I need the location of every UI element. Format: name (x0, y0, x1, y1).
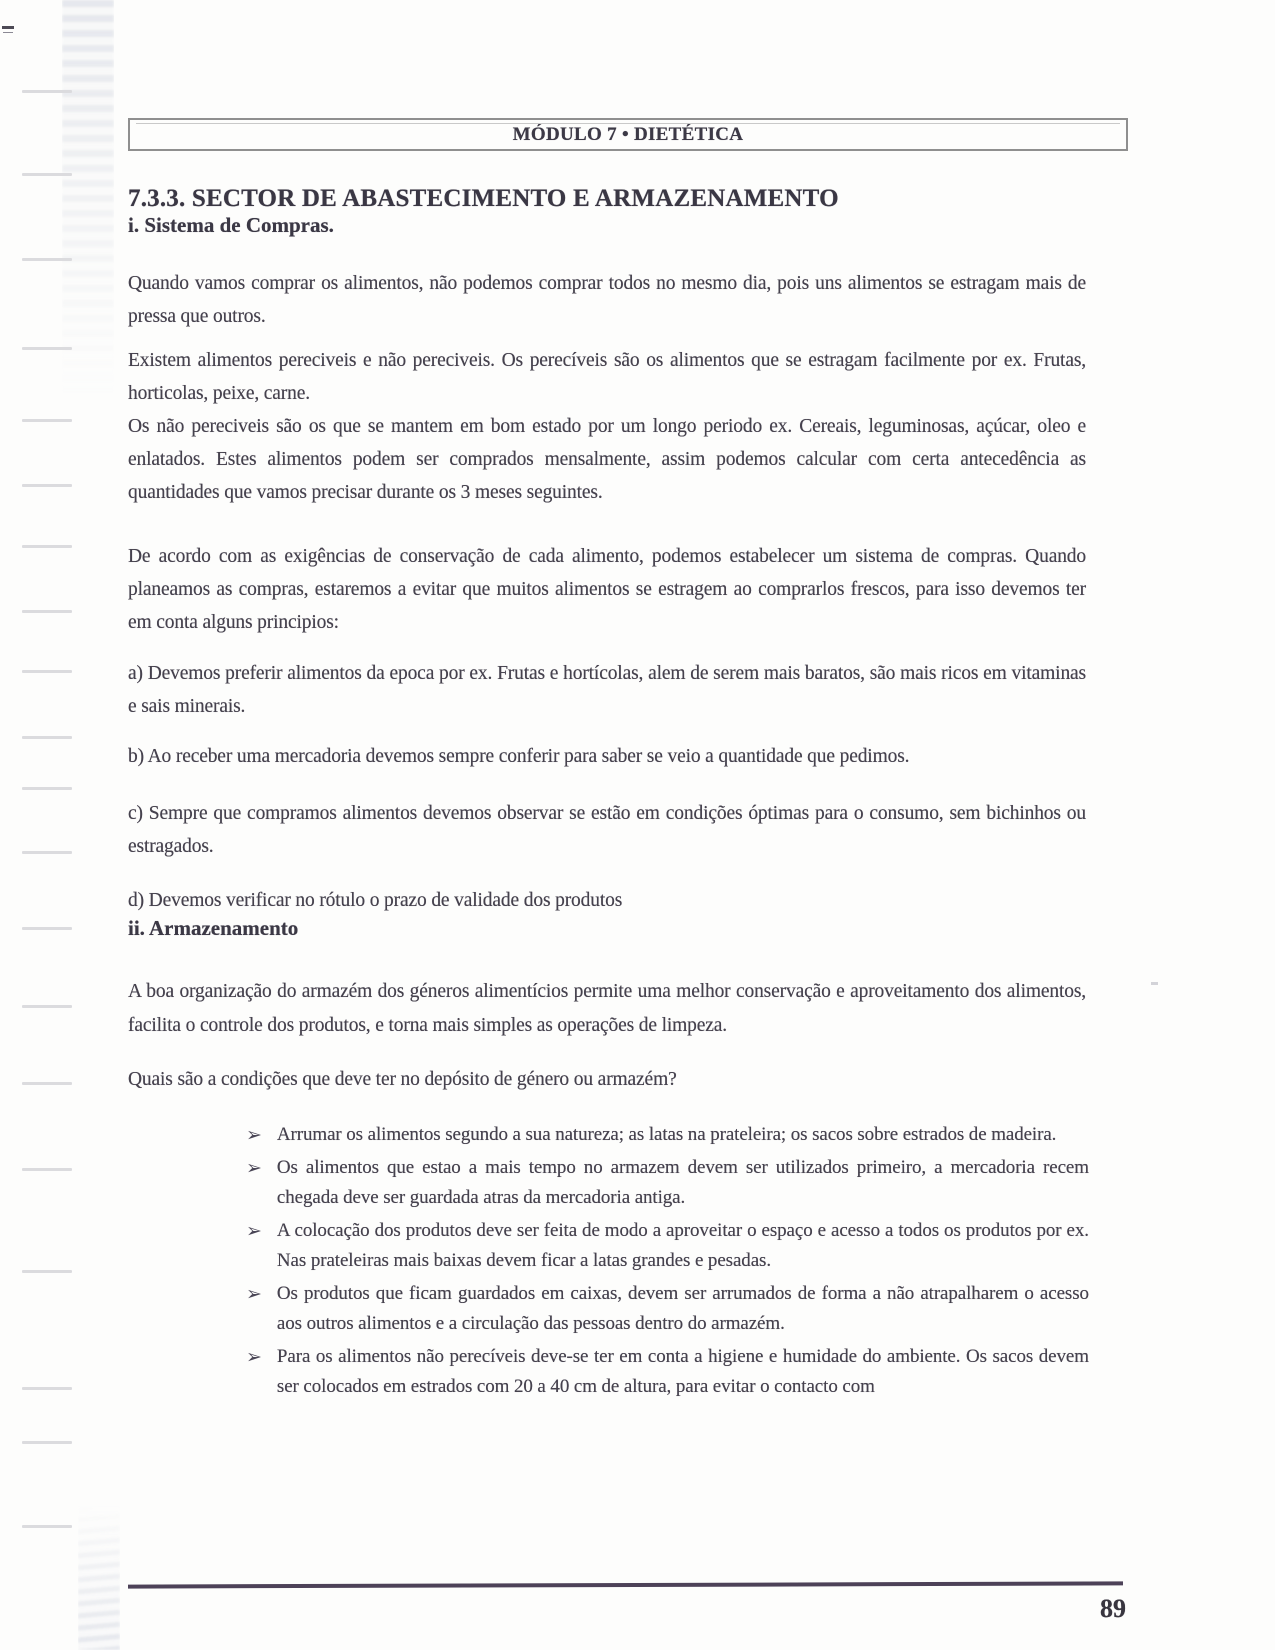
running-header-title: MÓDULO 7 • DIETÉTICA (512, 123, 744, 145)
paragraph-compras-1: Quando vamos comprar os alimentos, não podemos comprar todos no mesmo dia, pois uns alimentos se estragam mais de pressa que outros. (128, 273, 1086, 327)
margin-dash (22, 258, 72, 261)
margin-dash (22, 1525, 72, 1528)
list-item (246, 1216, 1128, 1276)
footer-rule (128, 1581, 1123, 1588)
list-item (246, 1120, 1128, 1150)
margin-dash (22, 736, 72, 739)
paragraph-compras-2 (128, 344, 1128, 509)
paragraph-compras-2a: Existem alimentos pereciveis e não pereciveis. Os perecíveis são os alimentos que se estragam facilmente por ex. Frutas, horticolas, peixe, carne. (128, 350, 1086, 404)
list-item-text: Os produtos que ficam guardados em caixas, devem ser arrumados de forma a não atrapalharem o acesso aos outros alimentos e a circulação das pessoas dentro do armazém. (276, 1283, 1089, 1334)
subsection-heading-armazenamento: ii. Armazenamento (128, 916, 299, 940)
margin-dash (22, 1387, 72, 1390)
list-item-text: Para os alimentos não perecíveis deve-se ter em conta a higiene e humidade do ambiente. Os sacos devem ser colocados em estrados com 20 a 40 cm de altura, para evitar o contacto com (276, 1346, 1089, 1397)
arrow-bullet-icon: ➢ (246, 1124, 262, 1146)
scan-smudge-top-left (62, 0, 114, 395)
section-title: 7.3.3. SECTOR DE ABASTECIMENTO E ARMAZENAMENTO (128, 185, 839, 212)
margin-dash (22, 484, 72, 487)
margin-dash (22, 419, 72, 422)
arrow-bullet-icon: ➢ (246, 1220, 262, 1242)
arrow-bullet-icon: ➢ (246, 1157, 262, 1179)
paragraph-compras-3: De acordo com as exigências de conservação de cada alimento, podemos estabelecer um sistema de compras. Quando planeamos as compras, estaremos a evitar que muitos alimentos se estragem ao comprarlos frescos, para isso devemos ter em conta alguns principios: (128, 546, 1086, 633)
margin-dash (22, 787, 72, 790)
list-item-text: Arrumar os alimentos segundo a sua natureza; as latas na prateleira; os sacos sobre estrados de madeira. (276, 1124, 1057, 1145)
margin-dash (22, 610, 72, 613)
page-content (128, 0, 1128, 1405)
margin-dash (22, 545, 72, 548)
margin-dash (22, 670, 72, 673)
margin-dash (22, 1441, 72, 1444)
arrow-bullet-icon: ➢ (246, 1283, 262, 1305)
margin-dash (22, 347, 72, 350)
principle-item-c: c) Sempre que compramos alimentos devemos observar se estão em condições óptimas para o consumo, sem bichinhos ou estragados. (128, 803, 1086, 857)
list-item-text: A colocação dos produtos deve ser feita de modo a aproveitar o espaço e acesso a todos os produtos por ex. Nas prateleiras mais baixas devem ficar a latas grandes e pesadas. (276, 1220, 1089, 1271)
margin-dash (22, 1005, 72, 1008)
principle-item-b: b) Ao receber uma mercadoria devemos sempre conferir para saber se veio a quantidade que pedimos. (128, 746, 910, 767)
margin-dash (22, 1082, 72, 1085)
storage-conditions-question: Quais são a condições que deve ter no depósito de género ou armazém? (128, 1069, 677, 1090)
storage-conditions-list (128, 1120, 1128, 1402)
margin-dash (22, 90, 72, 93)
running-header-box (128, 118, 1128, 151)
list-item (246, 1153, 1128, 1213)
subsection-heading-compras: i. Sistema de Compras. (128, 213, 334, 237)
scan-smudge-bottom-left (78, 1505, 120, 1650)
principle-item-d: d) Devemos verificar no rótulo o prazo de validade dos produtos (128, 890, 623, 911)
paragraph-armazenamento-1: A boa organização do armazém dos géneros alimentícios permite uma melhor conservação e aproveitamento dos alimentos, facilita o controle dos produtos, e torna mais simples as operações de limpeza. (128, 981, 1086, 1036)
list-item (246, 1279, 1128, 1339)
scan-corner-mark (2, 26, 14, 29)
margin-dash (22, 927, 72, 930)
principle-item-a: a) Devemos preferir alimentos da epoca por ex. Frutas e hortícolas, alem de serem mais baratos, são mais ricos em vitaminas e sais minerais. (128, 663, 1086, 717)
scan-speck (1151, 982, 1158, 985)
list-item (246, 1342, 1128, 1402)
margin-dash (22, 173, 72, 176)
margin-dash (22, 851, 72, 854)
arrow-bullet-icon: ➢ (246, 1346, 262, 1368)
margin-dash (22, 1168, 72, 1171)
page-number: 89 (1100, 1594, 1126, 1623)
paragraph-compras-2b: Os não pereciveis são os que se mantem em bom estado por um longo periodo ex. Cereais, leguminosas, açúcar, oleo e enlatados. Estes alimentos podem ser comprados mensalmente, assim podemos calcular com certa antecedência as quantidades que vamos precisar durante os 3 meses seguintes. (128, 416, 1086, 503)
list-item-text: Os alimentos que estao a mais tempo no armazem devem ser utilizados primeiro, a mercadoria recem chegada deve ser guardada atras da mercadoria antiga. (276, 1157, 1089, 1208)
margin-dash (22, 1270, 72, 1273)
